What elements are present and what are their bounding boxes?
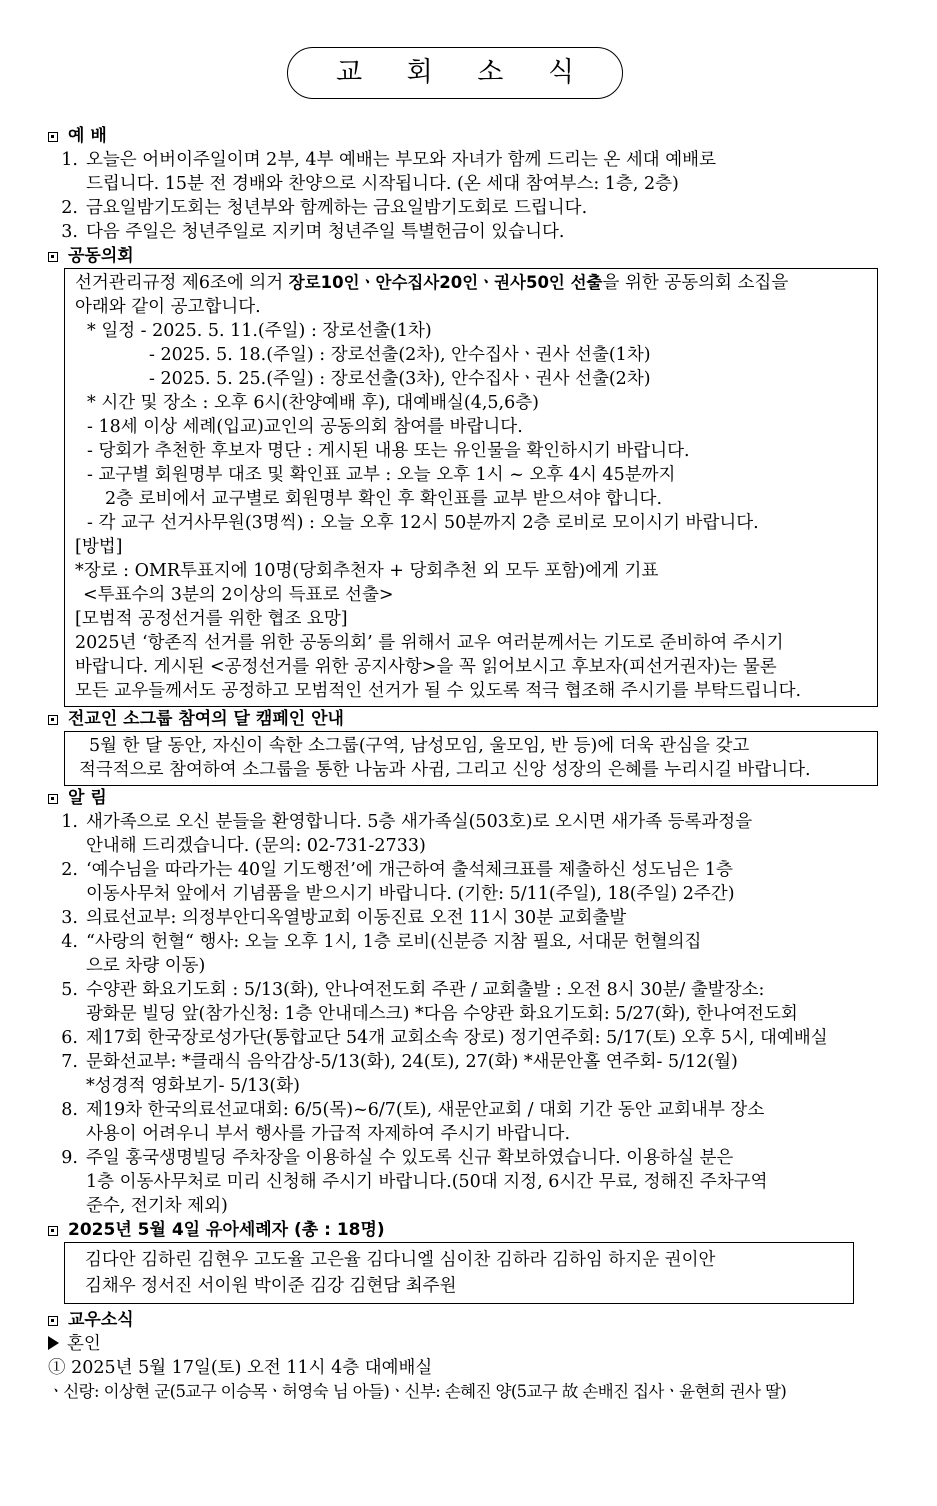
council-note-4: - 각 교구 선거사무원(3명씩) : 오늘 오후 12시 50분까지 2층 로비로 모이시기 바랍니다. bbox=[87, 513, 759, 533]
list-item-line: 안내해 드리겠습니다. (문의: 02-731-2733) bbox=[86, 836, 426, 856]
council-note-1: - 18세 이상 세례(입교)교인의 공동의회 참여를 바랍니다. bbox=[87, 417, 523, 437]
list-item bbox=[48, 810, 878, 858]
council-note-3: - 교구별 회원명부 대조 및 확인표 교부 : 오늘 오후 1시 ~ 오후 4시 45분까지 bbox=[87, 465, 676, 485]
list-item bbox=[48, 1098, 878, 1146]
council-intro-line2: 아래와 같이 공고합니다. bbox=[75, 297, 261, 317]
title-box bbox=[287, 47, 623, 99]
list-item-text bbox=[86, 1050, 878, 1098]
list-item-number: 3. bbox=[61, 222, 78, 242]
campaign-box bbox=[64, 731, 878, 786]
square-bullet-icon bbox=[48, 794, 58, 804]
list-item-line: 사용이 어려우니 부서 행사를 가급적 자제하여 주시기 바랍니다. bbox=[86, 1124, 571, 1144]
list-item-text bbox=[86, 1146, 878, 1218]
list-item-line: 준수, 전기차 제외) bbox=[86, 1196, 228, 1216]
triangle-bullet-icon bbox=[48, 1336, 59, 1350]
list-item-number: 1. bbox=[61, 150, 78, 170]
page-title: 교 회 소 식 bbox=[335, 57, 593, 88]
council-schedule-1: * 일정 - 2025. 5. 11.(주일) : 장로선출(1차) bbox=[87, 321, 432, 341]
list-item-line: 으로 차량 이동) bbox=[86, 956, 206, 976]
wedding-line: ① 2025년 5월 17일(토) 오전 11시 4층 대예배실 bbox=[48, 1358, 433, 1378]
council-method-2: <투표수의 3분의 2이상의 득표로 선출> bbox=[83, 585, 394, 605]
list-item-line: 1층 이동사무처로 미리 신청해 주시기 바랍니다.(50대 지정, 6시간 무료, 정해진 주차구역 bbox=[86, 1172, 768, 1192]
list-item bbox=[48, 906, 878, 930]
section-worship-heading: 예 배 bbox=[48, 124, 878, 148]
list-item-text bbox=[86, 148, 878, 196]
list-item-number: 5. bbox=[61, 980, 78, 1000]
square-bullet-icon bbox=[48, 1316, 58, 1326]
list-item-number: 6. bbox=[61, 1028, 78, 1048]
council-schedule-3: - 2025. 5. 25.(주일) : 장로선출(3차), 안수집사ㆍ권사 선출(2차) bbox=[149, 369, 651, 389]
list-item-number: 9. bbox=[61, 1148, 78, 1168]
list-item bbox=[48, 858, 878, 906]
list-item bbox=[48, 220, 878, 244]
list-item-text bbox=[86, 1026, 878, 1050]
list-item-text bbox=[86, 930, 878, 978]
council-note-3b: 2층 로비에서 교구별로 회원명부 확인 후 확인표를 교부 받으셔야 합니다. bbox=[105, 489, 663, 509]
list-item-line: 제17회 한국장로성가단(통합교단 54개 교회소속 장로) 정기연주회: 5/17(토) 오후 5시, 대예배실 bbox=[86, 1028, 828, 1048]
section-members-heading: 교우소식 bbox=[48, 1308, 878, 1332]
list-item-line: 금요일밤기도회는 청년부와 함께하는 금요일밤기도회로 드립니다. bbox=[86, 198, 588, 218]
list-item-line: “사랑의 헌혈“ 행사: 오늘 오후 1시, 1층 로비(신분증 지참 필요, 서대문 헌혈의집 bbox=[86, 932, 702, 952]
list-item bbox=[48, 978, 878, 1026]
council-method-1: *장로 : OMR투표지에 10명(당회추천자 + 당회추천 외 모두 포함)에게 기표 bbox=[75, 561, 659, 581]
council-note-2: - 당회가 추천한 후보자 명단 : 게시된 내용 또는 유인물을 확인하시기 바랍니다. bbox=[87, 441, 690, 461]
baptism-names-box bbox=[64, 1242, 854, 1304]
list-item-number: 2. bbox=[61, 198, 78, 218]
list-item-line: 주일 홍국생명빌딩 주차장을 이용하실 수 있도록 신규 확보하였습니다. 이용하실 분은 bbox=[86, 1148, 734, 1168]
list-item-text bbox=[86, 906, 878, 930]
list-item-number: 2. bbox=[61, 860, 78, 880]
list-item bbox=[48, 1146, 878, 1218]
square-bullet-icon bbox=[48, 132, 58, 142]
council-method: [방법] bbox=[75, 537, 123, 557]
list-item-line: ‘예수님을 따라가는 40일 기도행전’에 개근하여 출석체크표를 제출하신 성도님은 1층 bbox=[86, 860, 733, 880]
council-box bbox=[64, 268, 878, 707]
council-coop-2: 바랍니다. 게시된 <공정선거를 위한 공지사항>을 꼭 읽어보시고 후보자(피선거권자)는 물론 bbox=[75, 657, 777, 677]
list-item-line: 이동사무처 앞에서 기념품을 받으시기 바랍니다. (기한: 5/11(주일), 18(주일) 2주간) bbox=[86, 884, 735, 904]
council-coop-1: 2025년 ‘항존직 선거를 위한 공동의회’ 를 위해서 교우 여러분께서는 기도로 준비하여 주시기 bbox=[75, 633, 784, 653]
list-item-line: 드립니다. 15분 전 경배와 찬양으로 시작됩니다. (온 세대 참여부스: 1층, 2층) bbox=[86, 174, 679, 194]
council-schedule-2: - 2025. 5. 18.(주일) : 장로선출(2차), 안수집사ㆍ권사 선출(1차) bbox=[149, 345, 651, 365]
list-item-line: *성경적 영화보기- 5/13(화) bbox=[86, 1076, 300, 1096]
list-item bbox=[48, 148, 878, 196]
list-item bbox=[48, 930, 878, 978]
list-item-line: 오늘은 어버이주일이며 2부, 4부 예배는 부모와 자녀가 함께 드리는 온 세대 예배로 bbox=[86, 150, 716, 170]
list-item-line: 수양관 화요기도회 : 5/13(화), 안나여전도회 주관 / 교회출발 : 오전 8시 30분/ 출발장소: bbox=[86, 980, 765, 1000]
council-coop: [모범적 공정선거를 위한 협조 요망] bbox=[75, 609, 348, 629]
section-council-heading: 공동의회 bbox=[48, 244, 878, 268]
list-item bbox=[48, 1026, 878, 1050]
list-item-text bbox=[86, 220, 878, 244]
council-time-place: * 시간 및 장소 : 오후 6시(찬양예배 후), 대예배실(4,5,6층) bbox=[87, 393, 539, 413]
section-notices-heading: 알 림 bbox=[48, 786, 878, 810]
list-item-number: 3. bbox=[61, 908, 78, 928]
list-item-text bbox=[86, 858, 878, 906]
list-item-number: 4. bbox=[61, 932, 78, 952]
notices-list bbox=[48, 810, 878, 1218]
square-bullet-icon bbox=[48, 252, 58, 262]
list-item-line: 새가족으로 오신 분들을 환영합니다. 5층 새가족실(503호)로 오시면 새가족 등록과정을 bbox=[86, 812, 753, 832]
square-bullet-icon bbox=[48, 715, 58, 725]
list-item-text bbox=[86, 1098, 878, 1146]
section-campaign-heading: 전교인 소그룹 참여의 달 캠페인 안내 bbox=[48, 707, 878, 731]
list-item-number: 7. bbox=[61, 1052, 78, 1072]
list-item-text bbox=[86, 978, 878, 1026]
wedding-detail: ㆍ신랑: 이상현 군(5교구 이승목ㆍ허영숙 님 아들)ㆍ신부: 손혜진 양(5교구 故 손배진 집사ㆍ윤현희 권사 딸) bbox=[48, 1382, 787, 1401]
list-item-line: 다음 주일은 청년주일로 지키며 청년주일 특별헌금이 있습니다. bbox=[86, 222, 565, 242]
list-item-text bbox=[86, 196, 878, 220]
bulletin-content bbox=[48, 124, 878, 1404]
campaign-line-2: 적극적으로 참여하여 소그룹을 통한 나눔과 사귐, 그리고 신앙 성장의 은혜를 누리시길 바랍니다. bbox=[79, 760, 811, 780]
list-item-number: 1. bbox=[61, 812, 78, 832]
list-item bbox=[48, 196, 878, 220]
members-sub-heading: 혼인 bbox=[48, 1332, 878, 1356]
list-item-line: 문화선교부: *클래식 음악감상-5/13(화), 24(토), 27(화) *새문안홀 연주회- 5/12(월) bbox=[86, 1052, 738, 1072]
council-coop-3: 모든 교우들께서도 공정하고 모범적인 선거가 될 수 있도록 적극 협조해 주시기를 부탁드립니다. bbox=[75, 681, 802, 701]
list-item-line: 의료선교부: 의정부안디옥열방교회 이동진료 오전 11시 30분 교회출발 bbox=[86, 908, 627, 928]
list-item-line: 제19차 한국의료선교대회: 6/5(목)~6/7(토), 새문안교회 / 대회 기간 동안 교회내부 장소 bbox=[86, 1100, 765, 1120]
campaign-line-1: 5월 한 달 동안, 자신이 속한 소그룹(구역, 남성모임, 울모임, 반 등)에 더욱 관심을 갖고 bbox=[89, 736, 750, 756]
square-bullet-icon bbox=[48, 1226, 58, 1236]
section-baptism-heading: 2025년 5월 4일 유아세례자 (총 : 18명) bbox=[48, 1218, 878, 1242]
list-item bbox=[48, 1050, 878, 1098]
list-item-line: 광화문 빌딩 앞(참가신청: 1층 안내데스크) *다음 수양관 화요기도회: 5/27(화), 한나여전도회 bbox=[86, 1004, 798, 1024]
list-item-text bbox=[86, 810, 878, 858]
baptism-names-line-2: 김채우 정서진 서이원 박이준 김강 김현담 최주원 bbox=[85, 1276, 457, 1296]
council-intro: 선거관리규정 제6조에 의거 장로10인ㆍ안수집사20인ㆍ권사50인 선출을 위한 공동의회 소집을 bbox=[75, 273, 789, 293]
baptism-names-line-1: 김다안 김하린 김현우 고도율 고은율 김다니엘 심이찬 김하라 김하임 하지운 권이안 bbox=[85, 1250, 716, 1270]
list-item-number: 8. bbox=[61, 1100, 78, 1120]
worship-list bbox=[48, 148, 878, 244]
